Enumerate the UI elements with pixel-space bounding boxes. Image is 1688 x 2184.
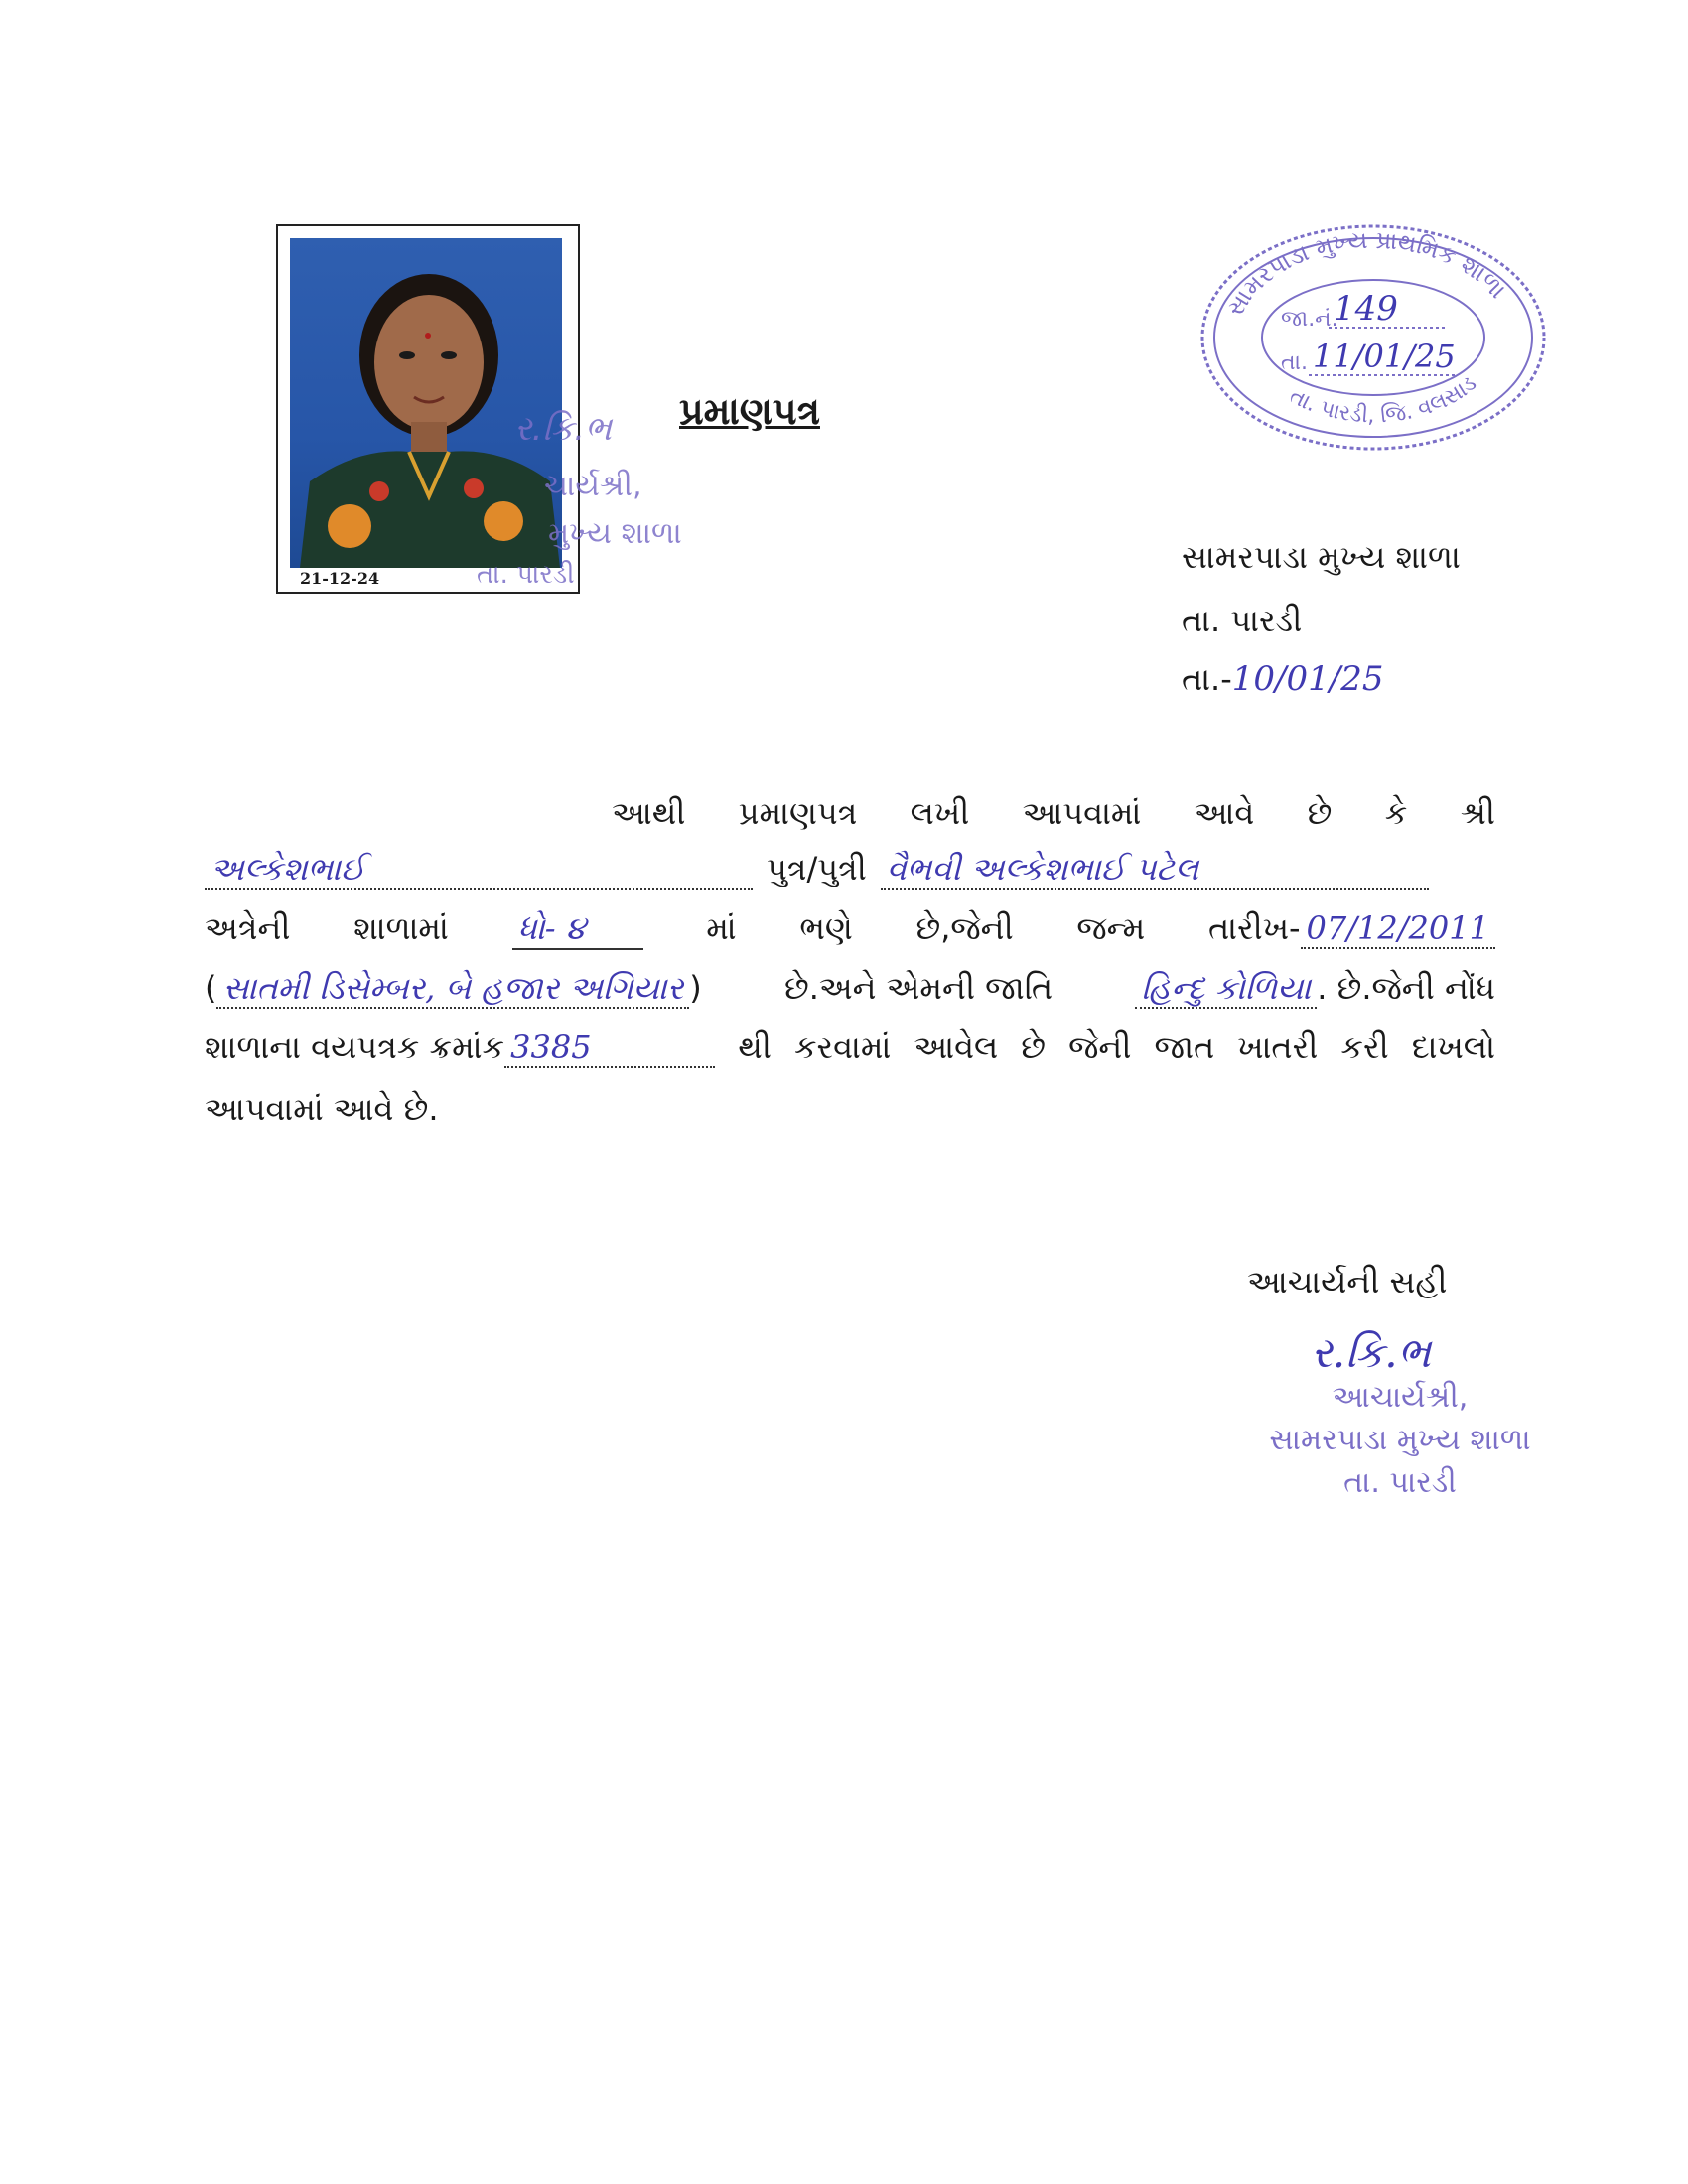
line4-end: . છે.જેની નોંધ [1317,969,1495,1007]
closing-line: આપવામાં આવે છે. [205,1090,439,1128]
seal-bottom-arc: તા. પારડી, જિ. વલસાડ [1285,370,1481,429]
overlay-stamp-line1: ચાર્યશ્રી, [544,469,642,503]
header-taluka: તા. પારડી [1182,602,1303,639]
word: આવેલ [914,1028,999,1066]
word: કે [1384,794,1408,832]
header-date-value: 10/01/25 [1231,659,1384,699]
body-line-1 [612,794,1495,833]
son-daughter-label: પુત્ર/પુત્રી [767,850,867,887]
word: જન્મ [1076,909,1146,947]
word: છે [1021,1028,1047,1066]
stamp-line3: તા. પારડી [1343,1465,1457,1500]
body-line-4: ( સાતમી ડિસેમ્બર, બે હજાર અગિયાર ) છે.અને એમની જાતિ હિન્દુ કોળિયા . છે.જેની નોંધ [205,969,1495,1007]
dob-words-field: સાતમી ડિસેમ્બર, બે હજાર અગિયાર [216,969,689,1009]
word: લખી [910,794,970,832]
dob-label: તારીખ- [1207,909,1301,947]
certificate-body [205,794,1495,1152]
line4-mid: છે.અને એમની જાતિ [783,969,1054,1007]
body-line-3 [205,909,1495,950]
parent-name-field: અલ્કેશભાઈ [205,850,753,890]
word: ભણે [799,909,853,947]
student-name-field: વૈભવી અલ્કેશભાઈ પટેલ [881,850,1429,890]
word: દાખલો [1411,1028,1495,1066]
photo-date: 21-12-24 [300,569,380,588]
word: જાત [1154,1028,1215,1066]
student-portrait-icon [290,238,562,568]
word: જેની [1068,1028,1132,1066]
word: શ્રી [1460,794,1495,832]
seal-date: 11/01/25 [1313,338,1456,375]
svg-text:તા. પારડી, જિ. વલસાડ [1286,371,1481,429]
word: પ્રમાણપત્ર [738,794,858,832]
word: આપવામાં [1022,794,1142,832]
word: કરવામાં [793,1028,892,1066]
word: કરી [1340,1028,1389,1066]
caste-field: હિન્દુ કોળિયા [1135,969,1317,1009]
overlay-signature: ર.કિ.ભ [514,409,613,449]
word: ખાતરી [1237,1028,1319,1066]
signature-label: આચાર્યની સહી [1247,1263,1448,1300]
body-line-6 [205,1090,1495,1129]
seal-date-label: તા. [1281,350,1308,375]
word: આવે [1194,794,1255,832]
dob-field: 07/12/2011 [1301,909,1495,949]
stamp-line1: આચાર્યશ્રી, [1332,1380,1469,1415]
register-no-field: 3385 [504,1028,715,1068]
principal-stamp [1221,1380,1579,1500]
school-seal [1190,208,1547,457]
photo-image [290,238,562,568]
page-title: પ્રમાણપત્ર [679,389,820,433]
word: માં [706,909,737,947]
word: છે [1307,794,1333,832]
header-date-label: તા.- [1182,660,1232,698]
word: અત્રેની [205,909,291,947]
seal-ref-label: જા.નં. [1281,307,1338,332]
seal-top-arc: સામરપાડા મુખ્ય પ્રાથમિક શાળા [1220,225,1512,322]
word: આથી [612,794,686,832]
principal-signature: ર.કિ.ભ [1311,1328,1432,1377]
overlay-stamp-line2: મુખ્ય શાળા [548,516,682,551]
word: શાળામાં [353,909,449,947]
stamp-line2: સામરપાડા મુખ્ય શાળા [1269,1423,1531,1457]
seal-ref-no: 149 [1334,289,1398,329]
body-line-2 [205,850,1495,890]
std-field: ધો- ૪ [512,909,643,950]
register-label: શાળાના વયપત્રક ક્રમાંક [205,1028,505,1066]
body-line-5 [205,1028,1495,1068]
header-school: સામરપાડા મુખ્ય શાળા [1182,538,1461,576]
word: છે,જેની [915,909,1014,947]
header-date [1182,659,1383,699]
overlay-stamp-line3: તા. પારડી [477,560,575,590]
word: થી [738,1028,772,1066]
